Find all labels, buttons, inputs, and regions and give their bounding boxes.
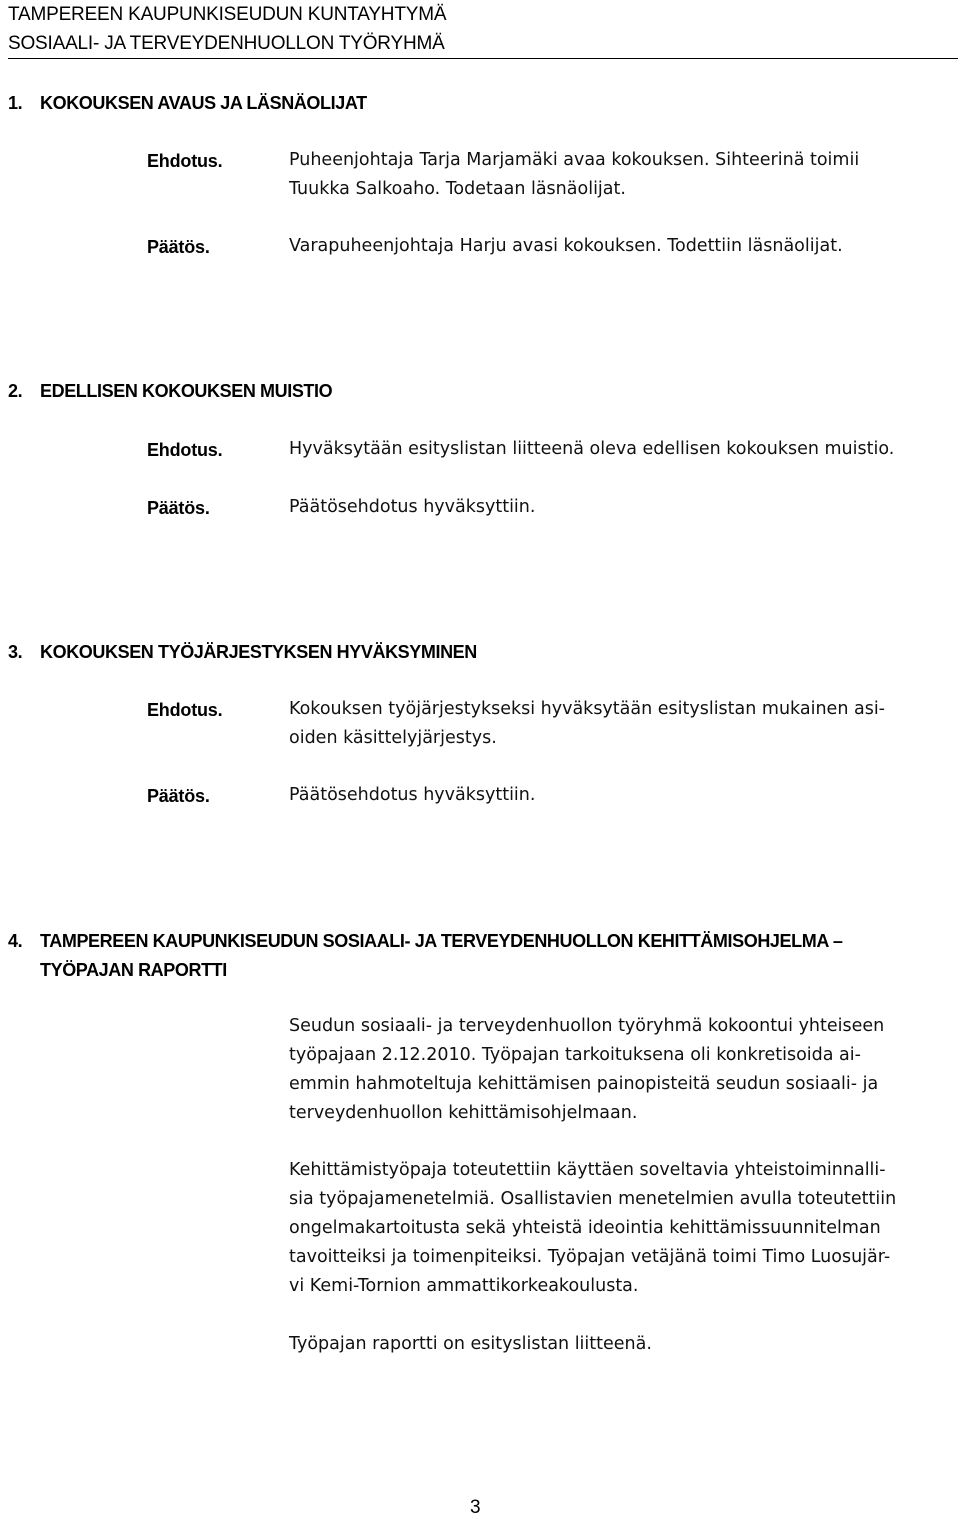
page-number: 3 — [470, 1497, 481, 1518]
section-4-title — [8, 930, 842, 952]
section-4-paragraph-3: Työpajan raportti on esityslistan liitteenä. — [289, 1334, 652, 1354]
section-4-paragraph-2: Kehittämistyöpaja toteutettiin käyttäen soveltavia yhteistoiminnalli- sia työpajamenetelmiä. Osallistavien menetelmien avulla toteutettiin ongelmakartoitusta sekä yhteistä ideointia kehittämissuunnitelman tavoitteiksi ja toimenpiteiksi. Työpajan vetäjänä toimi Timo Luosujär- vi Kemi-Tornion ammattikorkeakoulusta. — [289, 1160, 897, 1296]
section-3-ehdotus-text: Kokouksen työjärjestykseksi hyväksytään esityslistan mukainen asi- oiden käsittelyjärjestys. — [289, 699, 885, 748]
section-3-title — [8, 641, 477, 663]
section-2-paatos-text: Päätösehdotus hyväksyttiin. — [289, 497, 536, 517]
section-2-ehdotus-label: Ehdotus. — [147, 440, 223, 460]
section-1-title — [8, 92, 367, 114]
document-header — [8, 0, 958, 59]
section-4-title-line2: TYÖPAJAN RAPORTTI — [40, 960, 227, 980]
section-number: 3. — [8, 642, 23, 662]
section-1-paatos-text: Varapuheenjohtaja Harju avasi kokouksen. Todettiin läsnäolijat. — [289, 236, 843, 256]
section-number: 4. — [8, 931, 23, 951]
section-heading: KOKOUKSEN TYÖJÄRJESTYKSEN HYVÄKSYMINEN — [40, 642, 477, 662]
section-3-paatos-label: Päätös. — [147, 786, 210, 806]
section-1-paatos-label: Päätös. — [147, 237, 210, 257]
section-number: 2. — [8, 381, 23, 401]
section-heading: KOKOUKSEN AVAUS JA LÄSNÄOLIJAT — [40, 93, 367, 113]
section-number: 1. — [8, 93, 23, 113]
section-heading: EDELLISEN KOKOUKSEN MUISTIO — [40, 381, 333, 401]
header-working-group: SOSIAALI- JA TERVEYDENHUOLLON TYÖRYHMÄ — [8, 33, 445, 54]
section-1-ehdotus-text: Puheenjohtaja Tarja Marjamäki avaa kokouksen. Sihteerinä toimii Tuukka Salkoaho. Todetaan läsnäolijat. — [289, 150, 860, 199]
header-organization: TAMPEREEN KAUPUNKISEUDUN KUNTAYHTYMÄ — [8, 4, 447, 25]
section-3-ehdotus-label: Ehdotus. — [147, 700, 223, 720]
section-heading-line1: TAMPEREEN KAUPUNKISEUDUN SOSIAALI- JA TERVEYDENHUOLLON KEHITTÄMISOHJELMA – — [40, 931, 843, 951]
section-4-paragraph-1: Seudun sosiaali- ja terveydenhuollon työryhmä kokoontui yhteiseen työpajaan 2.12.2010. Työpajan tarkoituksena oli konkretisoida ai- emmin hahmoteltuja kehittämisen painopisteitä seudun sosiaali- ja terveydenhuollon kehittämisohjelmaan. — [289, 1016, 885, 1123]
section-2-ehdotus-text: Hyväksytään esityslistan liitteenä oleva edellisen kokouksen muistio. — [289, 439, 895, 459]
section-1-ehdotus-label: Ehdotus. — [147, 151, 223, 171]
section-3-paatos-text: Päätösehdotus hyväksyttiin. — [289, 785, 536, 805]
section-2-title — [8, 380, 332, 402]
section-2-paatos-label: Päätös. — [147, 498, 210, 518]
